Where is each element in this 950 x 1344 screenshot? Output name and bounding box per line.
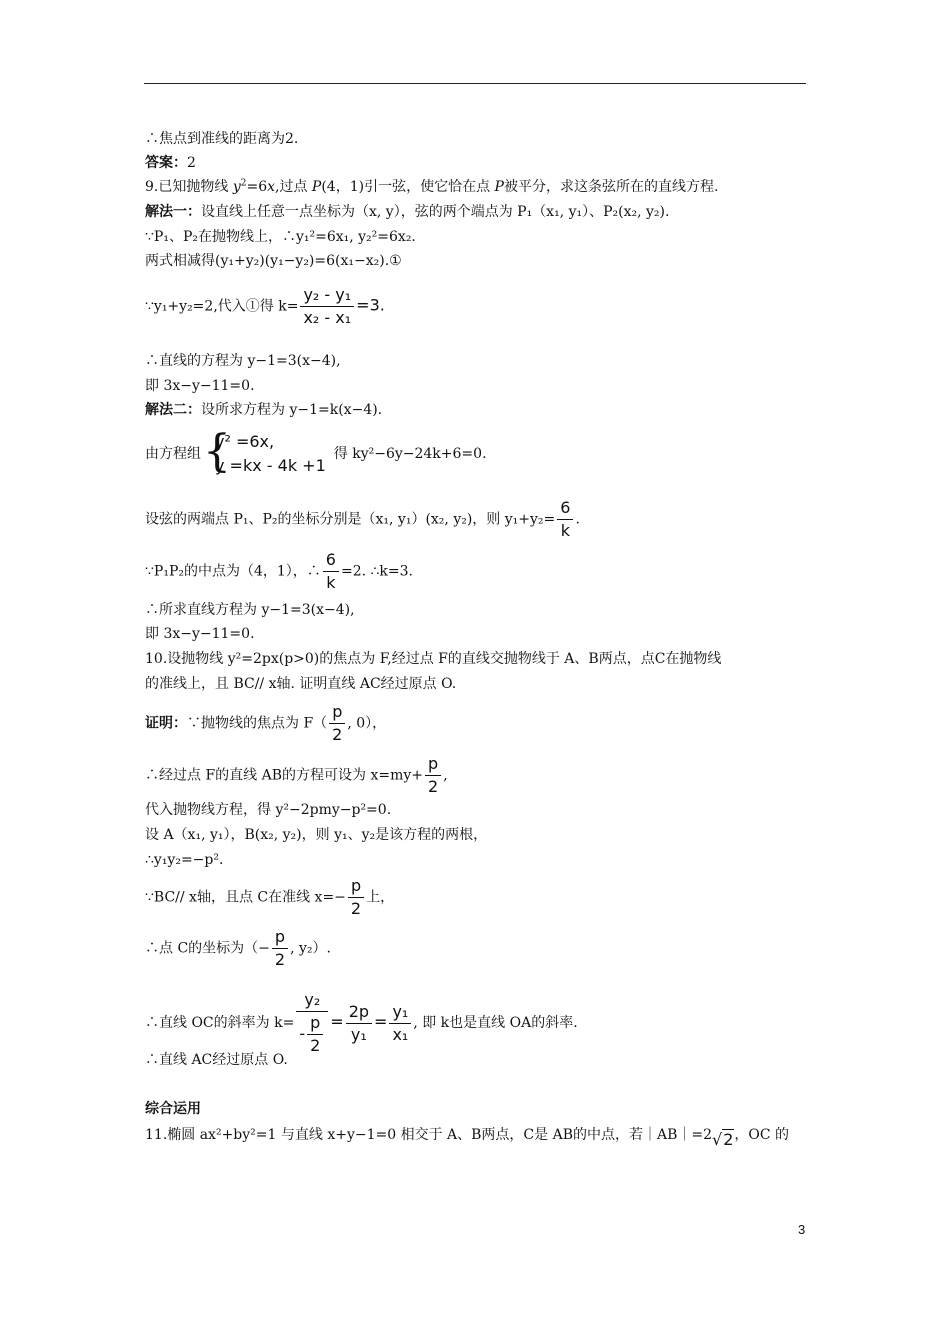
equation-system	[203, 426, 326, 478]
problem-11-post: ，OC 的	[734, 1127, 790, 1143]
proof-conclusion: ∴直线 AC经过原点 O.	[145, 1052, 288, 1068]
page-number: 3	[798, 1222, 806, 1237]
proof-line-3: 代入抛物线方程，得 y²−2pmy−p²=0.	[145, 802, 392, 818]
line-focus-distance: ∴焦点到准线的距离为2.	[145, 131, 299, 147]
proof-line-2-pre: ∴经过点 F的直线 AB的方程可设为 x=my+	[145, 767, 424, 784]
slope-oc-f2-denominator: y₁	[350, 1024, 367, 1044]
problem-9-text-c: ,过点	[275, 179, 312, 195]
system-pre: 由方程组	[145, 446, 201, 462]
slope-oc-f3-denominator: x₁	[392, 1024, 409, 1044]
line-ab-fraction	[425, 754, 441, 797]
slope-oc-nested-fraction	[307, 1013, 323, 1056]
proof-line-8-post: , 即 k也是直线 OA的斜率.	[413, 1015, 578, 1031]
proof-line-7-post: , y₂）.	[290, 940, 331, 957]
focus-numerator: p	[329, 702, 345, 724]
problem-9-text-e: 被平分，求这条弦所在的直线方程.	[503, 179, 719, 195]
proof-line-8-pre: ∴直线 OC的斜率为 k=	[145, 1015, 295, 1031]
method-2-line-6: 即 3x−y−11=0.	[145, 626, 255, 642]
method-2-line-4-pre: ∵P₁P₂的中点为（4，1），∴	[145, 563, 321, 580]
line-ab-denominator: 2	[428, 777, 439, 796]
method-1-line-2: ∵P₁、P₂在抛物线上，∴y₁²=6x₁, y₂²=6x₂.	[145, 229, 416, 245]
slope-oc-f1-denominator	[296, 1012, 328, 1056]
method-1-line-4	[145, 285, 385, 328]
problem-11	[145, 1126, 789, 1149]
point-c-numerator: p	[272, 927, 288, 949]
proof-line-6-pre: ∵BC// x轴，且点 C在准线 x=−	[145, 889, 346, 906]
method-1-line-6: 即 3x−y−11=0.	[145, 378, 255, 394]
problem-9: 9.已知抛物线 $y^2=6x$,过点 P(4，1)引一弦，使它恰在点 P被平分，求这条弦所在的直线方程.	[145, 178, 719, 195]
method-1-line-3: 两式相减得(y₁+y₂)(y₁−y₂)=6(x₁−x₂).①	[145, 253, 402, 269]
nested-denominator: 2	[310, 1036, 321, 1055]
nested-numerator: p	[307, 1013, 323, 1035]
header-rule	[144, 83, 806, 84]
method-2-line-3-pre: 设弦的两端点 P₁、P₂的坐标分别是（x₁, y₁）(x₂, y₂)，则 y₁+y₂=	[145, 511, 556, 528]
problem-9-text-d: (4，1)引一弦，使它恰在点	[321, 179, 495, 195]
focus-denominator: 2	[332, 725, 343, 744]
equals-sign-2: =	[374, 1012, 388, 1031]
proof-line-2	[145, 754, 448, 797]
line-ab-numerator: p	[425, 754, 441, 776]
method-1-text: 设直线上任意一点坐标为（x, y），弦的两个端点为 P₁（x₁, y₁）、P₂(x₂, y₂).	[201, 204, 670, 220]
method-1-label: 解法一：	[145, 204, 201, 220]
sqrt-expression: √2	[712, 1130, 734, 1149]
method-2-line-3-post: .	[575, 511, 580, 528]
midpoint-denominator: k	[326, 573, 336, 592]
method-1-line-1	[145, 203, 669, 221]
slope-oc-f1-numerator: y₂	[296, 990, 328, 1012]
directrix-fraction	[348, 876, 364, 919]
proof-line-1-pre: ∵抛物线的焦点为 F（	[187, 715, 328, 732]
method-1-line-4-post: =3.	[356, 295, 385, 315]
problem-9-text-b: =6	[246, 179, 268, 195]
sum-denominator: k	[560, 521, 570, 540]
slope-oc-fraction-3	[389, 1002, 411, 1045]
system-post: 得 ky²−6y−24k+6=0.	[333, 446, 487, 462]
problem-11-pre: 11.椭圆 ax²+by²=1 与直线 x+y−1=0 相交于 A、B两点，C是 AB的中点，若｜AB｜=2	[145, 1127, 713, 1143]
problem-9-text-a: 9.已知抛物线	[145, 179, 233, 195]
method-1-line-4-pre: ∵y₁+y₂=2,代入①得 k=	[145, 298, 299, 315]
slope-oc-f3-numerator: y₁	[389, 1002, 411, 1024]
slope-oc-f2-numerator: 2p	[346, 1002, 372, 1024]
brace-symbol: {	[203, 426, 231, 477]
slope-oc-fraction-1	[296, 990, 328, 1056]
sqrt-radicand: 2	[723, 1130, 734, 1149]
answer-value: 2	[187, 155, 196, 171]
method-1-line-5: ∴直线的方程为 y−1=3(x−4),	[145, 353, 341, 369]
answer-label: 答案：	[145, 155, 187, 171]
proof-line-5: ∴y₁y₂=−p².	[145, 852, 224, 868]
proof-line-7-pre: ∴点 C的坐标为（−	[145, 940, 270, 957]
problem-10-line-1: 10.设抛物线 y²=2px(p>0)的焦点为 F,经过点 F的直线交抛物线于 A、B两点，点C在抛物线	[145, 651, 722, 667]
proof-line-1	[145, 702, 386, 745]
method-2-label: 解法二：	[145, 402, 201, 418]
system-row-1: y² =6x,	[215, 432, 275, 451]
proof-line-2-post: ,	[443, 767, 448, 784]
directrix-numerator: p	[348, 876, 364, 898]
slope-oc-f1-minus: -	[299, 1024, 306, 1043]
system-row-2: y =kx - 4k +1	[215, 456, 326, 475]
focus-fraction	[329, 702, 345, 745]
method-2-line-3	[145, 498, 580, 541]
proof-line-6	[145, 876, 394, 919]
slope-fraction	[300, 285, 354, 328]
point-c-denominator: 2	[274, 950, 286, 969]
problem-10-line-2: 的准线上，且 BC// x轴. 证明直线 AC经过原点 O.	[145, 676, 457, 692]
method-2-line-4-post: =2. ∴k=3.	[340, 563, 414, 580]
proof-line-1-post: , 0），	[347, 715, 387, 732]
proof-line-8	[145, 990, 578, 1056]
section-title: 综合运用	[145, 1101, 201, 1117]
method-2-line-1	[145, 401, 382, 419]
method-2-line-4	[145, 550, 413, 593]
method-2-system-line	[145, 426, 487, 478]
sum-numerator: 6	[557, 498, 573, 520]
midpoint-fraction	[323, 550, 339, 593]
answer-line	[145, 154, 196, 172]
slope-oc-fraction-2	[346, 1002, 372, 1045]
sum-fraction	[557, 498, 573, 541]
proof-line-4: 设 A（x₁, y₁），B(x₂, y₂)，则 y₁、y₂是该方程的两根，	[145, 827, 488, 843]
equals-sign-1: =	[330, 1012, 344, 1031]
slope-denominator: x₂ - x₁	[303, 308, 352, 327]
point-c-fraction	[272, 927, 288, 970]
midpoint-numerator: 6	[323, 550, 339, 572]
proof-line-6-post: 上，	[366, 889, 395, 906]
proof-label: 证明：	[145, 715, 187, 732]
slope-numerator: y₂ - y₁	[300, 285, 354, 307]
method-2-text: 设所求方程为 y−1=k(x−4).	[201, 402, 383, 418]
proof-line-7	[145, 927, 331, 970]
directrix-denominator: 2	[350, 899, 362, 918]
method-2-line-5: ∴所求直线方程为 y−1=3(x−4),	[145, 602, 355, 618]
